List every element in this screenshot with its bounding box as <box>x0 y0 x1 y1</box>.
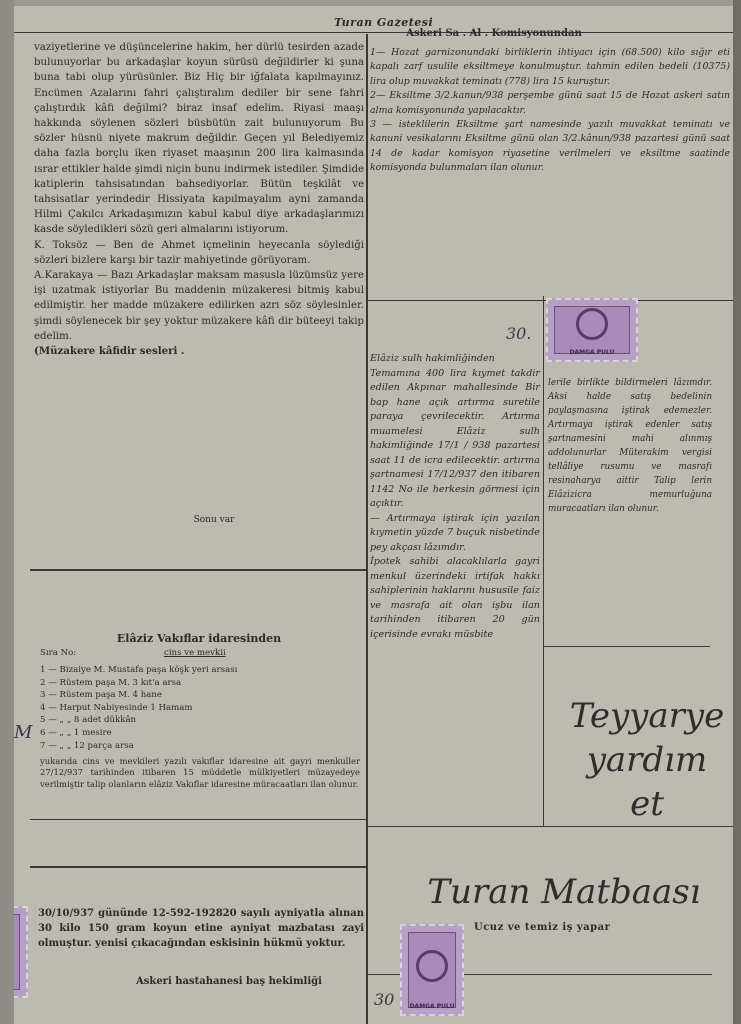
handwritten-note: 30. <box>506 324 532 343</box>
sulh-notice <box>370 352 540 642</box>
askeri-title: Askeri Sa . Al . Komisyonundan <box>406 28 582 39</box>
matbaa-ad-sub: Ucuz ve temiz iş yapar <box>474 922 611 933</box>
revenue-stamp <box>400 924 464 1016</box>
section-rule <box>544 646 710 647</box>
article-paragraph-end: (Müzakere kâfidir sesleri . <box>34 345 185 358</box>
matbaa-ad-title: Turan Matbaası <box>427 872 701 912</box>
askeri-paragraph: 2— Eksiltme 3/2.kanun/938 perşembe günü saat 15 de Hozat askeri satın alma komisyonunda yapılacaktır. <box>370 90 730 116</box>
teyyare-line: Teyyarye <box>569 696 725 736</box>
zayi-signature: Askeri hastahanesi baş hekimliği <box>136 976 322 987</box>
column-divider <box>366 34 368 1024</box>
sulh-paragraph: İpotek sahibi alacaklılarla gayri menkul üzerindeki irtifak hakkı sahiplerinin haklarını hususile faiz ve masrafa ait olan işbu ilan tarihinden itibaren 20 gün içerisinde evrakı müsbite <box>370 556 540 640</box>
stamp-label: DAMGA PULU <box>569 349 615 356</box>
vakiflar-body: yukarıda cins ve mevkileri yazılı vakıflar idaresine ait gayri menkuller 27/12/937 tarihinden itibaren 15 müddetle mülkiyetleri müzayedeye verilmiştir talip olanların elâziz Vakıflar idaresine müracaatları ilan olunur. <box>40 756 360 789</box>
vakiflar-list <box>40 664 360 752</box>
revenue-stamp <box>546 298 638 362</box>
section-rule <box>30 866 366 868</box>
teyyare-line: et <box>630 784 664 824</box>
article-paragraph-karakaya: A.Karakaya — Bazı Arkadaşlar maksam masusla lüzümsüz yere işi uzatmak istiyorlar Bu maddenin müzakeresi bitmiş kabul edilmiştir. her madde müzakere edilirken azrı söz söylesinler. şimdi söylenecek bir şey yoktur müzakere kâfi dir büteeyi takip edelim. <box>34 270 364 342</box>
vakiflar-col-cins: cins ve mevkii <box>164 648 226 658</box>
list-item: 2 — Rüstem paşa M. 3 kıt'a arsa <box>40 677 182 688</box>
article-paragraph-toksoz: K. Toksöz — Ben de Ahmet içmelinin heyecanla söylediği sözleri bizlere karşı bir tazir mahiyetinde görüyoram. <box>34 239 364 266</box>
askeri-notice <box>370 46 730 176</box>
zayi-notice: 30/10/937 gününde 12-592-192820 sayılı ayniyatla alınan 30 kilo 150 gram koyun etine ayniyat mazbatası zayi olmuştur. yenisi çıkacağından eskisinin hükmü yoktur. <box>38 908 364 949</box>
askeri-paragraph: 3 — isteklilerin Eksiltme şart namesinde yazılı muvakkat teminatı ve kanuni vesikalarını Eksiltme günü olan 3/2.kânun/938 pazartesi günü saat 14 de kadar komisyon riyasetine verilmeleri ve eksiltme saatinde komisyonda bulunmaları ilan olunur. <box>370 119 730 174</box>
revenue-stamp-partial <box>14 906 28 998</box>
margin-mark: M <box>14 722 33 743</box>
list-item: 5 — „ „ 8 adet dükkân <box>40 715 137 726</box>
article-paragraph: vaziyetlerine ve düşüncelerine hakim, her dürlü tesirden azade bulunuyorlar bu arkadaşlar koyun sürüsü değildirler ki şuna buna tabi olup yürüsünler. Biz Hiç bir iğfalata kapılmayınız. Encümen Azalarını fahri çalıştıralım dediler bir sene fahri çalıştırdık kâfi değilmi? biraz insaf edelim. Riyasi maaşı hakkında söylenen sözleri büsbütün zait bulunuyorum Bu sözler hüsnü niyete makrum değildir. Geçen yıl Belediyemiz daha fazla borçlu iken riyaset maaşının 200 lira kalmasında ısrar ettikler halde şimdi niçin bunu indirmek istediler. Şimdide katiplerin tahsisatından bahsediyorlar. Bütün teşkilât ve tahsisatlar yerindedir Hissiyata kapılmayalım ayni zamanda Hilmi Çakılcı Arkadaşımızın kabul kabul diye arkadaşlarımızı kasde söyledikleri sözü geri almalarını istiyorum. <box>34 42 364 236</box>
sulh-right: lerile birlikte bildirmeleri lâzımdır. Aksi halde satış bedelinin paylaşmasına iştirak edemezler. Artırmaya iştirak edenler satış şartnamesini mahi alınmış addolunurlar Müterakim vergisi tellâliye rusumu ve masrafı resinaharya aittir Talip lerin Elâzizicra memurluğuna muracaatları ilan olunur. <box>548 378 712 514</box>
askeri-paragraph: 1— Hozat garnizonundaki birliklerin ihtiyacı için (68.500) kilo sığır eti kapalı zarf usulile eksiltmeye konulmuştur. tahmin edilen bedeli (10375) lira olup muvakkat teminatı (778) lira 15 kuruştur. <box>370 47 730 87</box>
stamp-label: DAMGA PULU <box>409 1003 455 1010</box>
list-item: 1 — Bizaiye M. Mustafa paşa köşk yeri arsası <box>40 665 238 675</box>
sulh-paragraph: — Artırmaya iştirak için yazılan kıymetin yüzde 7 buçuk nisbetinde pey akçası lâzımdır. <box>370 512 540 553</box>
list-item: 3 — Rüstem paşa M. 4 hane <box>40 690 162 701</box>
sulh-paragraph: Temamına 400 lira kıymet takdir edilen Akpınar mahallesinde Bir bap hane açık artırma suretile paraya çevrilecektir. Artırma muamelesi Elâziz sulh hakimliğinde 17/1 / 938 pazartesi saat 11 de icra edilecektir. artırma şartnamesi 17/12/937 den itibaren 1142 No ile herkesin görmesi için açıktır. <box>370 367 540 509</box>
page-left-edge <box>0 0 14 1024</box>
header-rule <box>14 32 734 33</box>
section-rule <box>368 826 734 827</box>
newspaper-page <box>14 6 734 1024</box>
column-divider-right <box>543 296 544 826</box>
continued-note: Sonu var <box>193 515 235 525</box>
council-article <box>34 40 364 359</box>
vakiflar-title: Elâziz Vakıflar idaresinden <box>116 632 282 645</box>
list-item: 7 — „ „ 12 parça arsa <box>40 740 134 751</box>
section-rule <box>30 569 366 571</box>
section-rule <box>30 819 366 820</box>
list-item: 6 — „ „ 1 mesire <box>40 727 112 738</box>
sulh-title: Elâziz sulh hakimliğinden <box>370 353 495 364</box>
list-item: 4 — Harput Nabiyesinde 1 Hamam <box>40 702 193 713</box>
teyyare-ad <box>562 694 732 826</box>
teyyare-line: yardım <box>586 740 708 780</box>
handwritten-note: 30 <box>374 990 395 1009</box>
page-header: Turan Gazetesi <box>334 16 434 29</box>
page-right-edge <box>733 0 741 1024</box>
vakiflar-col-sira: Sıra No: <box>40 648 77 658</box>
